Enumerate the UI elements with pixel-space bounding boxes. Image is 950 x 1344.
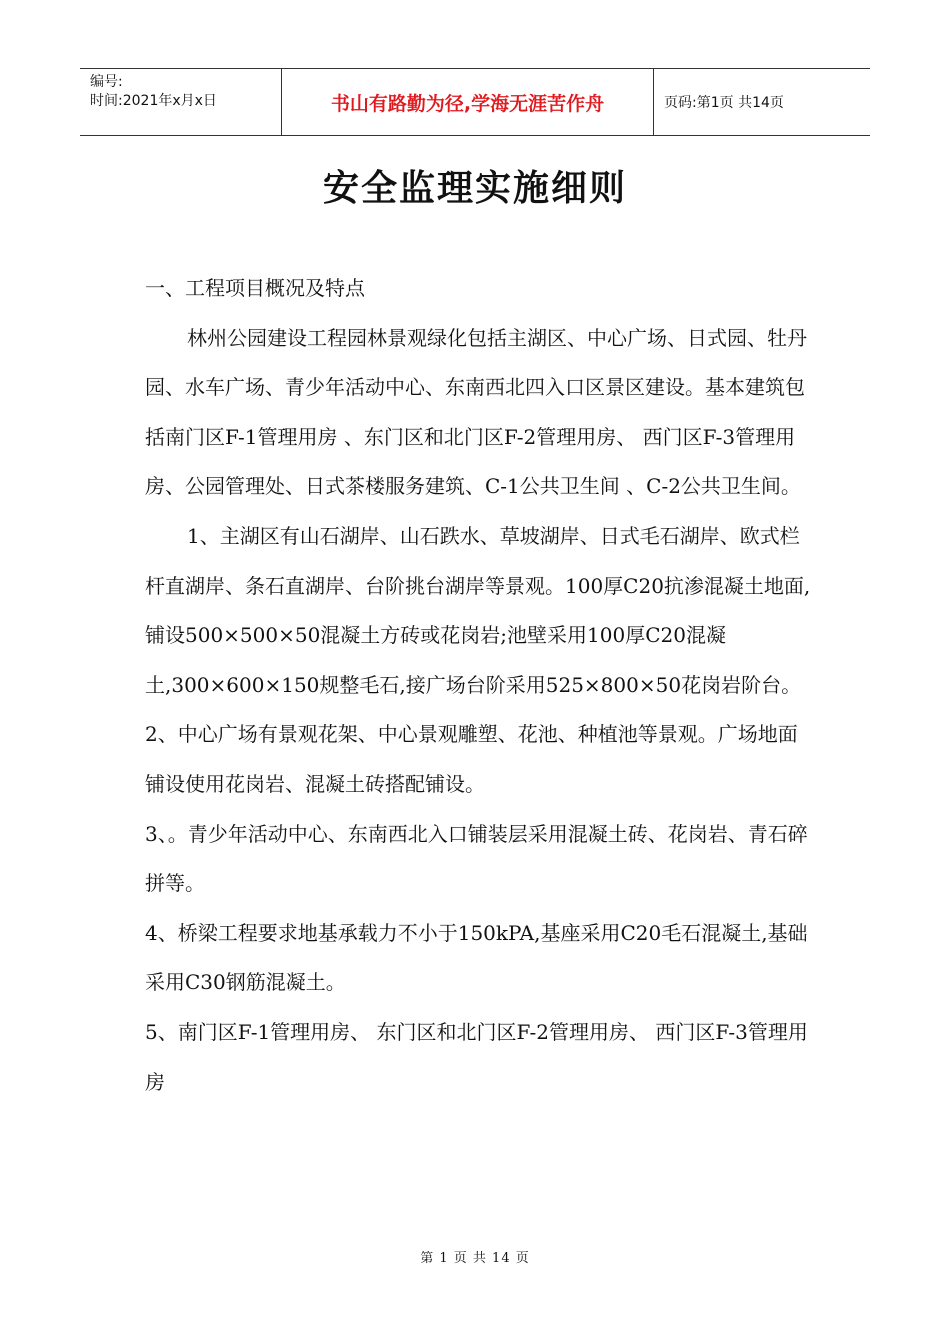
header-page-info: 页码:第1页 共14页 (664, 95, 784, 111)
paragraph-item-4: 4、桥梁工程要求地基承载力不小于150kPA,基座采用C20毛石混凝土,基础采用C30钢筋混凝土。 (145, 920, 808, 995)
paragraph-item-2: 2、中心广场有景观花架、中心景观雕塑、花池、种植池等景观。广场地面铺设使用花岗岩、混凝土砖搭配铺设。 (145, 722, 798, 796)
header-table (80, 68, 870, 136)
document-body (145, 264, 815, 1107)
document-title: 安全监理实施细则 (322, 168, 627, 209)
paragraph-item-1: 1、主湖区有山石湖岸、山石跌水、草坡湖岸、日式毛石湖岸、欧式栏杆直湖岸、条石直湖岸、台阶挑台湖岸等景观。100厚C20抗渗混凝土地面,铺设500×500×50混凝土方砖或花岗岩;池壁采用100厚C20混凝土,300×600×150规整毛石,接广场台阶采用525×800×50花岗岩阶台。 (145, 523, 811, 697)
document-number-label: 编号: (90, 74, 123, 90)
header-motto: 书山有路勤为径,学海无涯苦作舟 (282, 69, 654, 135)
document-date-label: 时间:2021年x月x日 (90, 93, 217, 109)
page-footer: 第 1 页 共 14 页 (420, 1251, 530, 1266)
paragraph-overview: 林州公园建设工程园林景观绿化包括主湖区、中心广场、日式园、牡丹园、水车广场、青少年活动中心、东南西北四入口区景区建设。基本建筑包括南门区F-1管理用房 、东门区和北门区F-2管理用房、 西门区F-3管理用房、公园管理处、日式茶楼服务建筑、C-1公共卫生间 、C-2公共卫生间。 (145, 325, 807, 499)
header-meta-cell (80, 69, 282, 135)
paragraph-item-3: 3、。青少年活动中心、东南西北入口铺装层采用混凝土砖、花岗岩、青石碎拼等。 (145, 821, 808, 896)
paragraph-item-5: 5、南门区F-1管理用房、 东门区和北门区F-2管理用房、 西门区F-3管理用房 (145, 1019, 808, 1094)
section-heading: 一、工程项目概况及特点 (145, 276, 365, 300)
